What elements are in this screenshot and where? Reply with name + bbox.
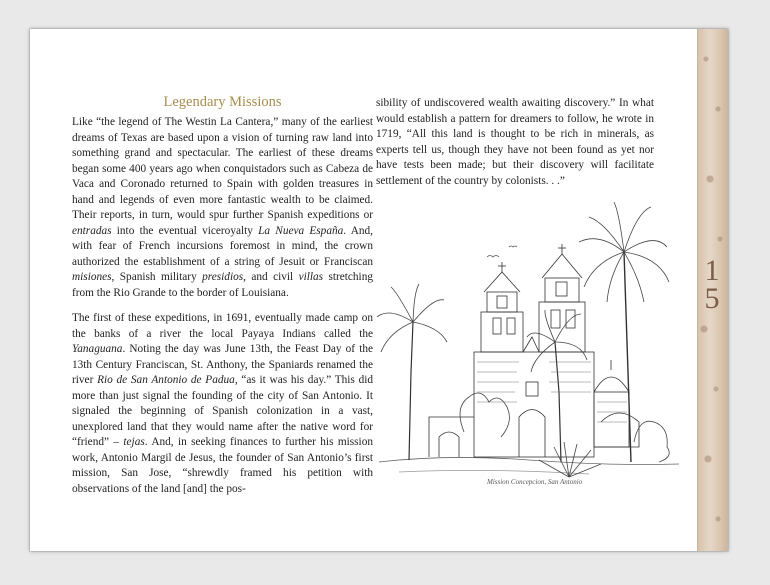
- mission-sketch-illustration: [369, 192, 689, 497]
- paragraph-2: The first of these expeditions, in 1691, eventually made camp on the banks of a river the local Payaya Indians called the Yanaguana. Noting the day was June 13th, the Feast Day of the 13th Century Franciscan, St. Anthony, the Spaniards renamed the river Rio de San Antonio de Padua, “as it was his day.” This did more than just signal the founding of the city of San Antonio. It signaled the beginning of Spanish colonization in a vast, unexplored land that they would name after the native word for “friend” – tejas. And, in seeking finances to further his mission work, Antonio Margil de Jesus, the founder of San Antonio’s first mission, San Jose, “shrewdly framed his petition with observations of the land [and] the pos-: [72, 312, 374, 495]
- page-number-digit-1: 1: [704, 254, 720, 287]
- italic-term: Yanaguana: [72, 343, 123, 355]
- right-column: [376, 96, 654, 199]
- italic-term: presidios: [202, 271, 244, 283]
- section-heading: Legendary Missions: [163, 94, 282, 110]
- stone-texture-edge: [697, 29, 728, 551]
- italic-term: villas: [298, 271, 324, 283]
- page-number: [704, 254, 720, 315]
- left-column: [72, 93, 373, 507]
- book-page: [30, 29, 728, 551]
- page-number-digit-2: 5: [704, 282, 720, 315]
- italic-term: entradas: [72, 224, 112, 237]
- illustration-caption: Mission Concepcion, San Antonio: [487, 478, 583, 486]
- italic-term: tejas: [123, 436, 145, 448]
- italic-term: La Nueva España: [258, 224, 344, 237]
- italic-term: misiones: [72, 271, 112, 283]
- italic-term: Rio de San Antonio de Padua: [97, 374, 235, 386]
- paragraph-3: sibility of undiscovered wealth awaiting discovery.” In what would establish a pattern for dreamers to follow, he wrote in 1719, “All this land is thought to be rich in minerals, as experts tell us, though they have not been found as yet nor have tests been made; but their discovery will facilitate settlement of the country by colonists. . .”: [376, 97, 654, 187]
- paragraph-1: Like “the legend of The Westin La Cantera,” many of the earliest dreams of Texas are based upon a vision of turning raw land into something grand and spectacular. The earliest of these dreams began some 400 years ago when conquistadors such as Cabeza de Vaca and Coronado returned to Spain with golden treasures in hand and legends of even more fantastic wealth to be claimed. Their reports, in turn, would spur further Spanish expeditions or entradas into the eventual viceroyalty La Nueva España. And, with fear of French incursions foremost in mind, the crown authorized the establishment of a string of Jesuit or Franciscan misiones, Spanish military presidios, and civil villas stretching from the Rio Grande to the border of Louisiana.: [72, 116, 373, 299]
